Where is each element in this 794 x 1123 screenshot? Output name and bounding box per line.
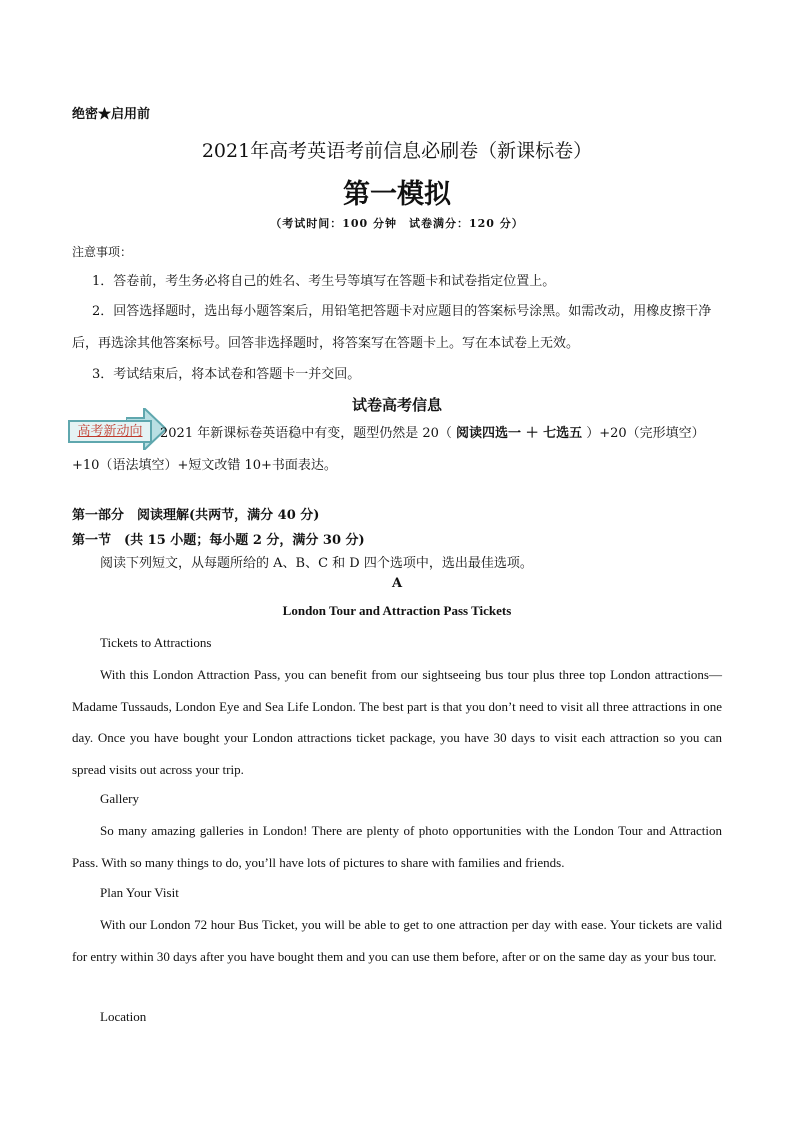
trend-label-badge: 高考新动向 — [68, 420, 152, 443]
subheading-tickets: Tickets to Attractions — [100, 635, 212, 650]
exam-info-line1-a: 2021 年新课标卷英语稳中有变，题型仍然是 20（ — [160, 426, 452, 441]
subheading-location: Location — [100, 1009, 147, 1024]
notes-heading: 注意事项： — [72, 245, 133, 259]
exam-info-line2-c: ）+短文改错 10+书面表达。 — [164, 458, 337, 473]
passage-title: London Tour and Attraction Pass Tickets — [282, 603, 512, 618]
exam-info-heading: 试卷高考信息 — [351, 396, 442, 414]
paragraph-tickets: With this London Attraction Pass, you can benefit from our sightseeing bus tour plus three top London attractions—Madame Tussauds, London Eye and Sea Life London. The best part is that you don’t need to visit all three attractions in one day. Once you have bought your London attractions ticket package, you have 30 days to visit each attraction so you can spread visits out across your trip. — [72, 667, 722, 777]
confidential-label: 绝密★启用前 — [72, 107, 151, 122]
subheading-plan-visit: Plan Your Visit — [100, 885, 179, 900]
exam-info-line-2 — [72, 454, 337, 473]
note-item-1: 1．答卷前，考生务必将自己的姓名、考生号等填写在答题卡和试卷指定位置上。 — [92, 274, 556, 289]
paragraph-plan-visit: With our London 72 hour Bus Ticket, you will be able to get to one attraction per day with ease. Your tickets are valid for entry within 30 days after you have bought them and you can use them before, after or on the same day as your bus tour. — [72, 917, 722, 964]
exam-time-info: （考试时间：100 分钟 试卷满分：120 分） — [270, 217, 524, 230]
part-one-heading: 第一部分 阅读理解(共两节，满分 40 分) — [72, 508, 320, 523]
exam-info-line2-b: 语法填空 — [112, 458, 165, 473]
exam-title: 2021年高考英语考前信息必刷卷（新课标卷） — [201, 140, 593, 162]
section-one-heading: 第一节 (共 15 小题；每小题 2 分，满分 30 分) — [72, 533, 365, 548]
exam-info-line1-b: 阅读四选一 ＋ 七选五 — [456, 426, 583, 441]
note-item-3: 3．考试结束后，将本试卷和答题卡一并交回。 — [92, 367, 361, 382]
exam-subtitle: 第一模拟 — [343, 179, 451, 210]
paragraph-gallery: So many amazing galleries in London! There are plenty of photo opportunities with the London Tour and Attraction Pass. With so many things to do, you’ll have lots of pictures to share with families and friends. — [72, 823, 722, 870]
exam-info-line2-a: +10（ — [72, 458, 113, 473]
reading-instruction: 阅读下列短文，从每题所给的 A、B、C 和 D 四个选项中，选出最佳选项。 — [100, 556, 533, 571]
note-item-2: 2．回答选择题时，选出每小题答案后，用铅笔把答题卡对应题目的答案标号涂黑。如需改动，用橡皮擦干净后，再选涂其他答案标号。回答非选择题时，将答案写在答题卡上。写在本试卷上无效。 — [72, 304, 712, 351]
exam-info-line-1 — [160, 422, 705, 441]
subheading-gallery: Gallery — [100, 791, 139, 806]
exam-info-line1-c: ）+20（完形填空） — [586, 426, 705, 441]
passage-letter: A — [391, 576, 403, 591]
